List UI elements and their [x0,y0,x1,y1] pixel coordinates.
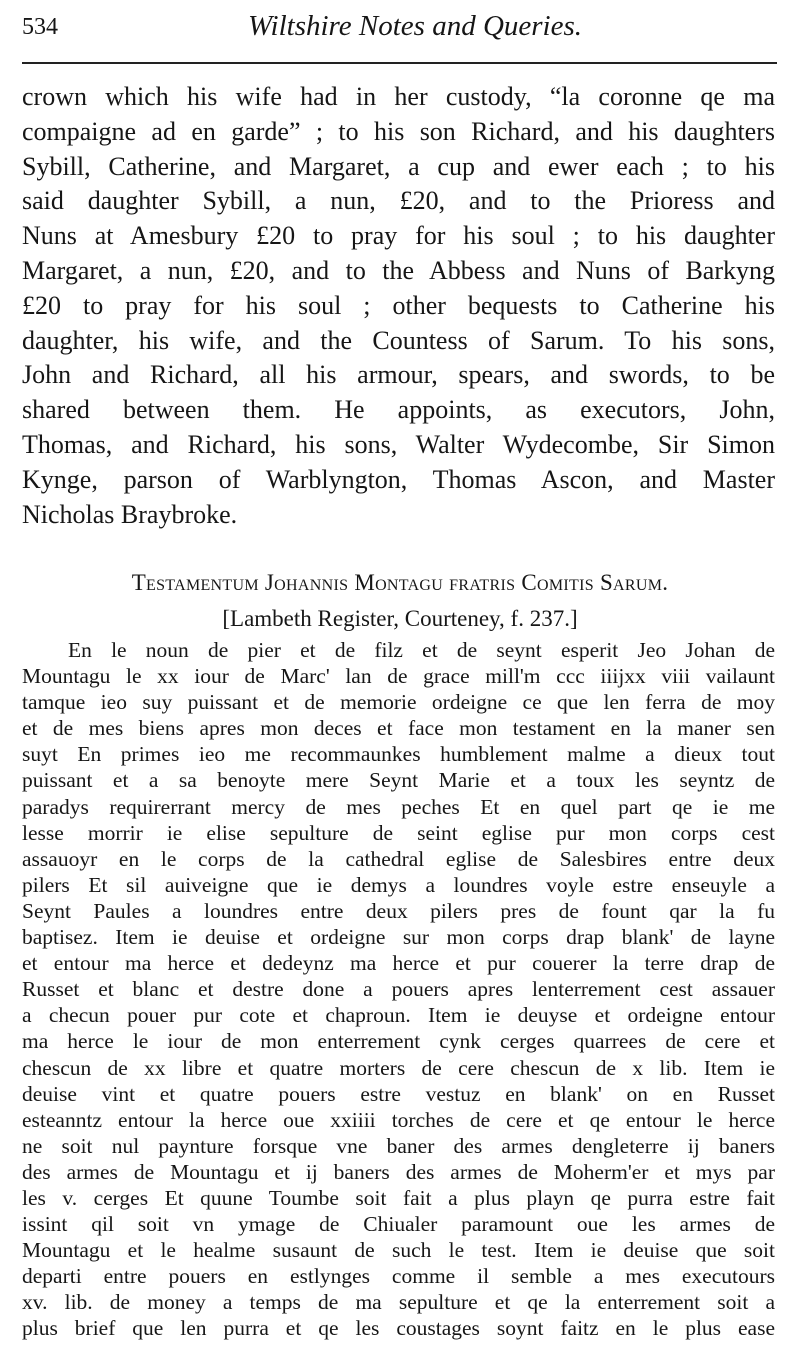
text-line: shared between them. He appoints, as executors, John, [22,395,775,425]
text-line: Russet et blanc et destre done a pouers apres lenterrement cest assauer [22,977,775,1002]
text-line: baptisez. Item ie deuise et ordeigne sur mon corps drap blank' de layne [22,925,775,950]
text-line: En le noun de pier et de filz et de seynt esperit Jeo Johan de [68,638,775,662]
text-line: £20 to pray for his soul ; other bequests to Catherine his [22,290,775,320]
text-line: plus brief que len purra et qe les coustages soynt faitz en le plus ease [22,1316,775,1341]
text-line: John and Richard, all his armour, spears, and swords, to be [22,360,775,390]
text-line: esteanntz entour la herce oue xxiiii torches de cere et qe entour le herce [22,1107,775,1132]
text-line: Sybill, Catherine, and Margaret, a cup and ewer each ; to his [22,151,775,181]
text-line: chescun de xx libre et quatre morters de cere chescun de x lib. Item ie [22,1055,775,1080]
testament-text [22,637,775,1342]
text-line: Mountagu le xx iour de Marc' lan de grace mill'm ccc iiijxx viii vailaunt [22,664,775,689]
text-line: ne soit nul paynture forsque vne baner des armes dengleterre ij baners [22,1133,775,1158]
text-line: et de mes biens apres mon deces et face mon testament en la maner sen [22,716,775,741]
text-line: des armes de Mountagu et ij baners des armes de Moherm'er et mys par [22,1159,775,1184]
text-line: tamque ieo suy puissant et de memorie ordeigne ce que len ferra de moy [22,690,775,715]
text-line: departi entre pouers en estlynges comme il semble a mes executours [22,1264,775,1289]
text-line: lesse morrir ie elise sepulture de seint eglise pur mon corps cest [22,820,775,845]
text-line: puissant et a sa benoyte mere Seynt Marie et a toux les seyntz de [22,768,775,793]
page-number: 534 [22,14,58,40]
text-line: a checun pouer pur cote et chaproun. Item ie deuyse et ordeigne entour [22,1003,775,1028]
text-line: Seynt Paules a loundres entre deux pilers pres de fount qar la fu [22,898,775,923]
text-line: issint qil soit vn ymage de Chiualer paramount oue les armes de [22,1212,775,1237]
text-line: assauoyr en le corps de la cathedral eglise de Salesbires entre deux [22,846,775,871]
section-heading: Testamentum Johannis Montagu fratris Comitis Sarum. [131,570,669,595]
text-line: Kynge, parson of Warblyngton, Thomas Ascon, and Master [22,464,775,494]
running-title: Wiltshire Notes and Queries. [247,10,583,42]
text-line: et entour ma herce et dedeynz ma herce et pur couerer la terre drap de [22,951,775,976]
paragraph-continuation [22,80,775,532]
text-line: Nicholas Braybroke. [22,499,238,529]
section-source: [Lambeth Register, Courteney, f. 237.] [222,606,578,631]
text-line: deuise vint et quatre pouers estre vestuz en blank' on en Russet [22,1081,775,1106]
text-line: xv. lib. de money a temps de ma sepulture et qe la enterrement soit a [22,1290,775,1315]
text-line: Margaret, a nun, £20, and to the Abbess and Nuns of Barkyng [22,255,775,285]
text-line: les v. cerges Et quune Toumbe soit fait a plus playn qe purra estre fait [22,1185,775,1210]
text-line: daughter, his wife, and the Countess of Sarum. To his sons, [22,325,775,355]
text-line: pilers Et sil auiveigne que ie demys a loundres voyle estre enseuyle a [22,872,775,897]
text-line: ma herce le iour de mon enterrement cynk cerges quarrees de cere et [22,1029,775,1054]
text-line: Mountagu et le healme susaunt de such le test. Item ie deuise que soit [22,1238,775,1263]
text-line: crown which his wife had in her custody, “la coronne qe ma [22,82,775,111]
text-line: Thomas, and Richard, his sons, Walter Wydecombe, Sir Simon [22,429,775,459]
text-line: Nuns at Amesbury £20 to pray for his soul ; to his daughter [22,221,775,251]
text-line: suyt En primes ieo me recommaunkes humblement malme a dieux tout [22,742,775,767]
text-line: compaigne ad en garde” ; to his son Richard, and his daughters [22,116,775,146]
text-line: said daughter Sybill, a nun, £20, and to the Prioress and [22,186,775,216]
text-line: paradys requirerrant mercy de mes peches Et en quel part qe ie me [22,794,775,819]
header-rule [22,62,777,64]
